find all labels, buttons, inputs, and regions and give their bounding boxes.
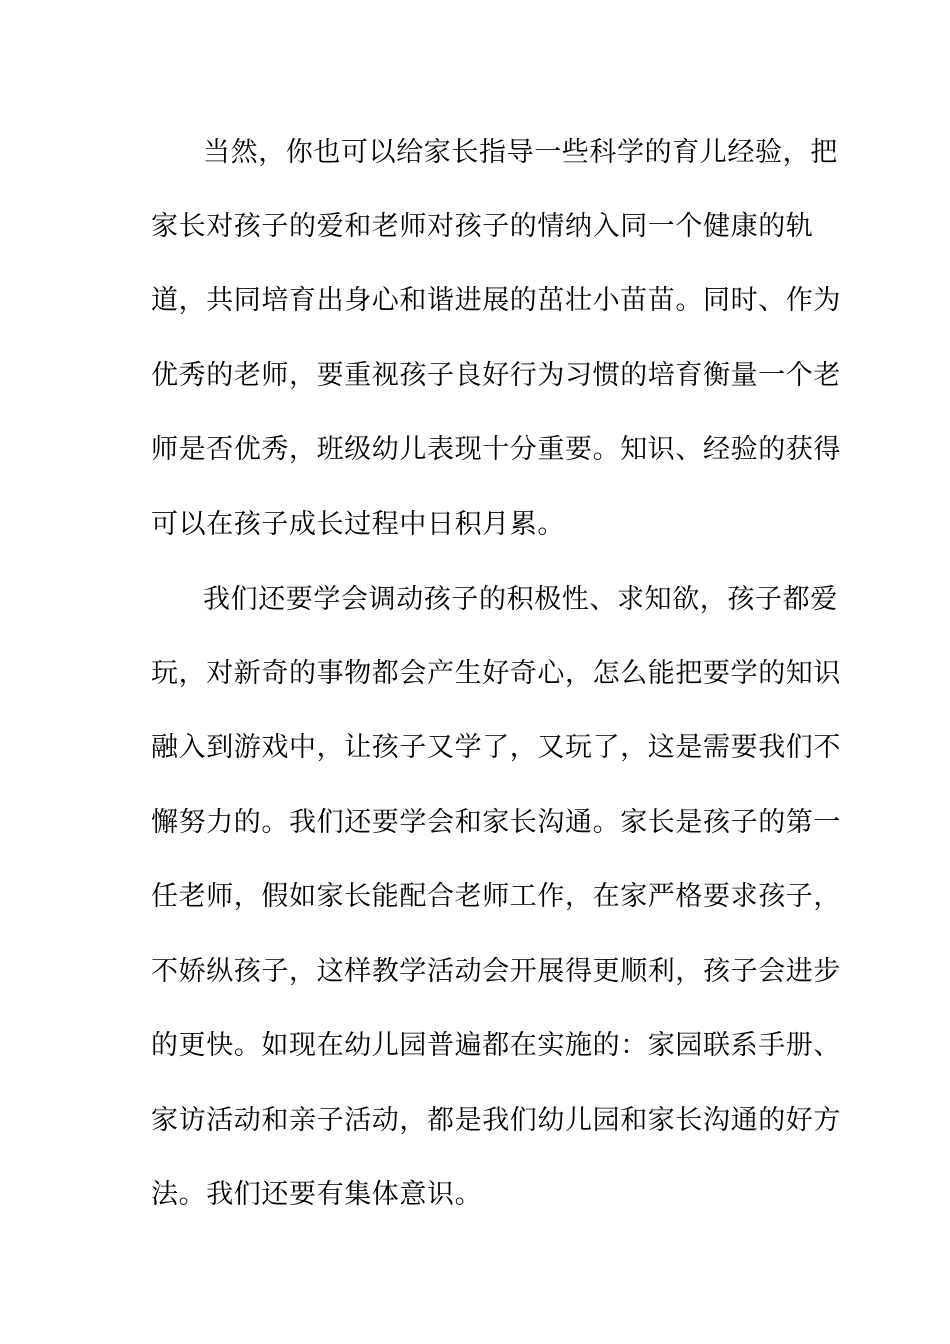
paragraph-1-line-2: 家长对孩子的爱和老师对孩子的情纳入同一个健康的轨 — [151, 211, 814, 242]
paragraph-2-line-6: 不娇纵孩子，这样教学活动会开展得更顺利，孩子会进步 — [151, 956, 841, 987]
paragraph-1-line-3: 道，共同培育出身心和谐进展的茁壮小苗苗。同时、作为 — [151, 285, 841, 316]
paragraph-2-line-7: 的更快。如现在幼儿园普遍都在实施的：家园联系手册、 — [151, 1030, 841, 1061]
paragraph-1-line-4: 优秀的老师，要重视孩子良好行为习惯的培育衡量一个老 — [151, 360, 841, 391]
paragraph-2-line-5: 任老师，假如家长能配合老师工作，在家严格要求孩子， — [151, 881, 841, 912]
paragraph-2-line-3: 融入到游戏中，让孩子又学了，又玩了，这是需要我们不 — [151, 732, 841, 763]
paragraph-2-line-9: 法。我们还要有集体意识。 — [151, 1179, 483, 1210]
paragraph-1-line-1: 当然，你也可以给家长指导一些科学的育儿经验，把 — [203, 137, 838, 168]
paragraph-2-line-2: 玩，对新奇的事物都会产生好奇心，怎么能把要学的知识 — [151, 658, 841, 689]
paragraph-2-line-4: 懈努力的。我们还要学会和家长沟通。家长是孩子的第一 — [151, 807, 841, 838]
paragraph-2-line-8: 家访活动和亲子活动，都是我们幼儿园和家长沟通的好方 — [151, 1105, 841, 1136]
paragraph-1-line-5: 师是否优秀，班级幼儿表现十分重要。知识、经验的获得 — [151, 434, 841, 465]
paragraph-1-line-6: 可以在孩子成长过程中日积月累。 — [151, 509, 565, 540]
paragraph-2-line-1: 我们还要学会调动孩子的积极性、求知欲，孩子都爱 — [203, 584, 838, 615]
